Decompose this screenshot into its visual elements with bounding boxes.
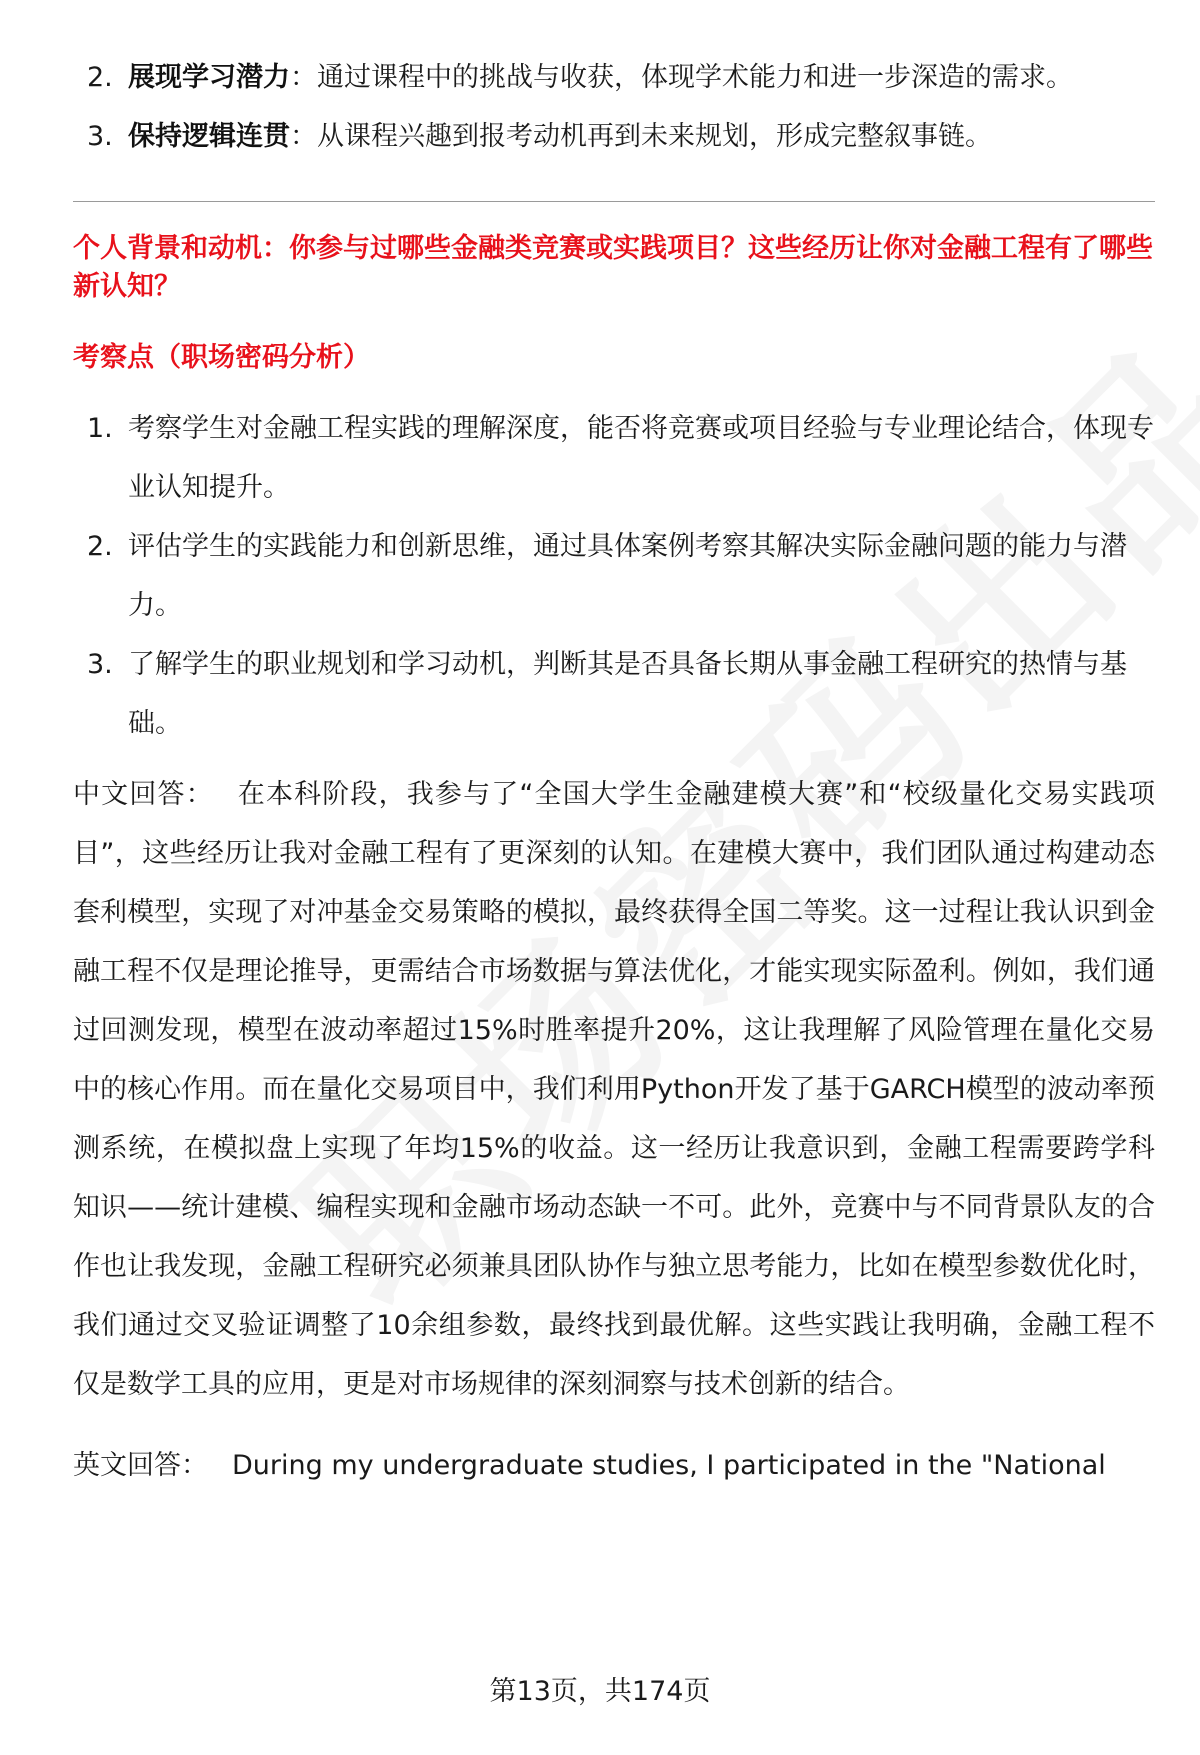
list-item-text: ：从课程兴趣到报考动机再到未来规划，形成完整叙事链。 [290,121,992,152]
analysis-points [73,399,1155,753]
list-item-heading: 展现学习潜力 [128,62,290,93]
section-divider [73,201,1155,202]
list-number: 2. [87,531,113,562]
list-item [73,48,1155,107]
document-page [73,48,1155,1495]
list-item-text: 考察学生对金融工程实践的理解深度，能否将竞赛或项目经验与专业理论结合，体现专业认知提升。 [128,413,1154,503]
list-item-text: ：通过课程中的挑战与收获，体现学术能力和进一步深造的需求。 [290,62,1073,93]
list-item-heading: 保持逻辑连贯 [128,121,290,152]
page-footer: 第13页，共174页 [489,1676,711,1707]
question-title: 个人背景和动机：你参与过哪些金融类竞赛或实践项目？这些经历让你对金融工程有了哪些新认知？ [73,233,1153,302]
list-item-text: 评估学生的实践能力和创新思维，通过具体案例考察其解决实际金融问题的能力与潜力。 [128,531,1127,621]
list-item [73,517,1155,635]
list-number: 2. [87,62,113,93]
list-item [73,107,1155,166]
list-item-text: 了解学生的职业规划和学习动机，判断其是否具备长期从事金融工程研究的热情与基础。 [128,649,1127,739]
chinese-answer [73,765,1155,1414]
english-answer-label: 英文回答： [73,1450,208,1481]
top-list [73,48,1155,166]
list-item [73,635,1155,753]
list-number: 3. [87,649,113,680]
list-number: 3. [87,121,113,152]
english-answer-text: During my undergraduate studies, I participated in the "National [232,1450,1106,1481]
list-number: 1. [87,413,113,444]
english-answer [73,1436,1155,1495]
chinese-answer-label: 中文回答： [73,779,214,810]
chinese-answer-text: 在本科阶段，我参与了“全国大学生金融建模大赛”和“校级量化交易实践项目”，这些经历让我对金融工程有了更深刻的认知。在建模大赛中，我们团队通过构建动态套利模型，实现了对冲基金交易策略的模拟，最终获得全国二等奖。这一过程让我认识到金融工程不仅是理论推导，更需结合市场数据与算法优化，才能实现实际盈利。例如，我们通过回测发现，模型在波动率超过15%时胜率提升20%，这让我理解了风险管理在量化交易中的核心作用。而在量化交易项目中，我们利用Python开发了基于GARCH模型的波动率预测系统，在模拟盘上实现了年均15%的收益。这一经历让我意识到，金融工程需要跨学科知识——统计建模、编程实现和金融市场动态缺一不可。此外，竞赛中与不同背景队友的合作也让我发现，金融工程研究必须兼具团队协作与独立思考能力，比如在模型参数优化时，我们通过交叉验证调整了10余组参数，最终找到最优解。这些实践让我明确，金融工程不仅是数学工具的应用，更是对市场规律的深刻洞察与技术创新的结合。 [73,779,1155,1400]
analysis-subtitle: 考察点（职场密码分析） [73,342,370,373]
list-item [73,399,1155,517]
